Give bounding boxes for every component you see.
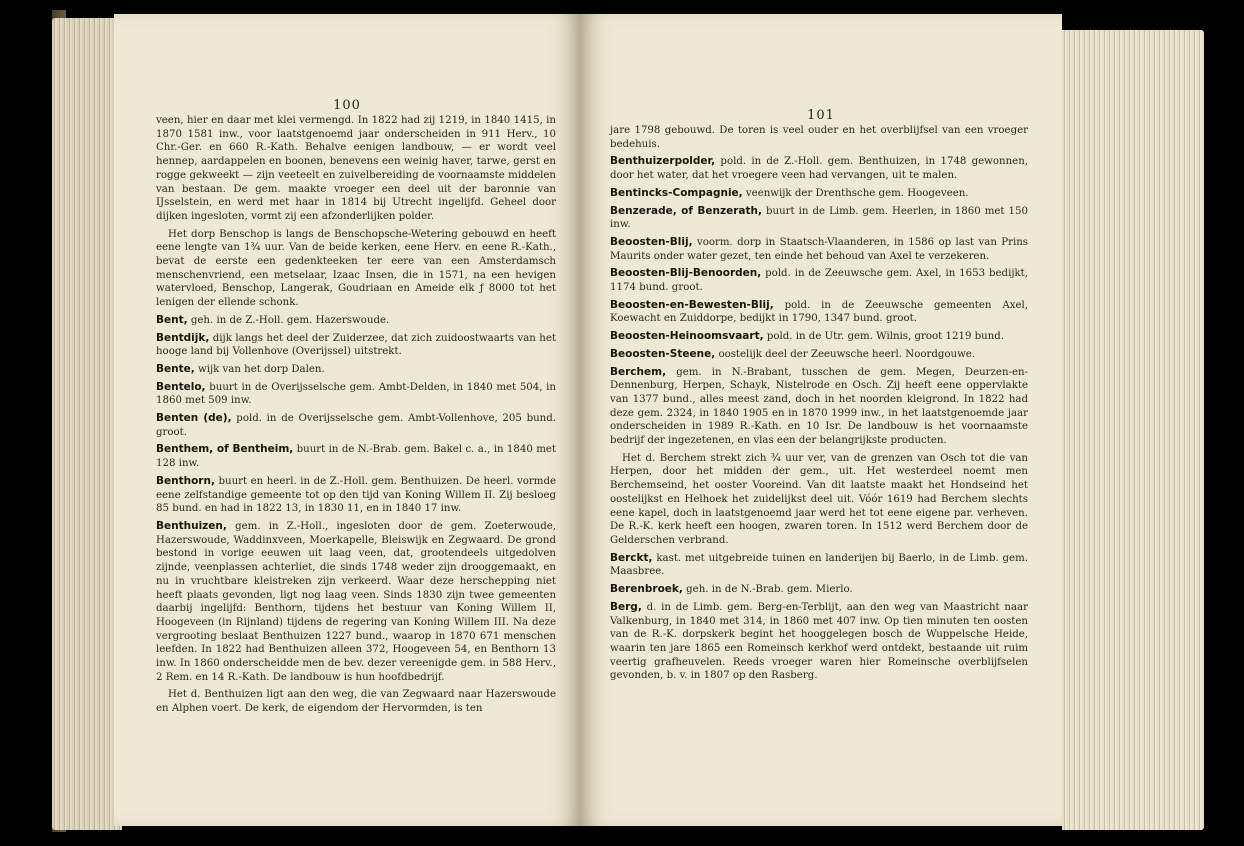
dictionary-entry bbox=[610, 205, 1028, 232]
right-page bbox=[580, 14, 1062, 826]
entry-text: d. in de Limb. gem. Berg-en-Terblijt, aan den weg van Maastricht naar Valkenburg, in 1840 met 314, in 1860 met 407 inw. Op tien minuten ten oosten van de R.-K. dorpskerk begint het hooggelegen bosch de Wuppelsche Heide, waarin ten jare 1865 een Romeinsch kerkhof werd ontdekt, bestaande uit ruim veertig grafheuvelen. Reeds vroeger waren hier Romeinsche overblijfselen gevonden, b. v. in 1807 op den Rasberg. bbox=[610, 601, 1028, 682]
dictionary-entry bbox=[610, 583, 1028, 597]
left-page bbox=[114, 14, 580, 826]
entry-text: geh. in de Z.-Holl. gem. Hazerswoude. bbox=[190, 314, 390, 326]
entry-text: pold. in de Overijsselsche gem. Ambt-Vollenhove, 205 bund. groot. bbox=[156, 413, 556, 438]
dictionary-entry bbox=[610, 601, 1028, 683]
entry-headword: Bent, bbox=[156, 313, 188, 326]
page-text bbox=[610, 124, 1028, 687]
dictionary-entry bbox=[610, 552, 1028, 579]
entry-text: pold. in de Zeeuwsche gem. Axel, in 1653 bedijkt, 1174 bund. groot. bbox=[610, 268, 1028, 294]
dictionary-entry bbox=[156, 363, 556, 377]
entry-headword: Berchem, bbox=[610, 365, 667, 378]
entry-headword: Bente, bbox=[156, 362, 195, 375]
entry-text: Het d. Benthuizen ligt aan den weg, die van Zegwaard naar Hazerswoude en Alphen voert. De kerk, de eigendom der Hervormden, is ten bbox=[156, 689, 556, 715]
dictionary-entry bbox=[156, 332, 556, 359]
right-page-stack bbox=[1062, 30, 1204, 830]
entry-headword: Berenbroek, bbox=[610, 583, 683, 596]
page-text bbox=[156, 114, 556, 720]
dictionary-entry bbox=[610, 187, 1028, 201]
entry-text: veen, hier en daar met klei vermengd. In 1822 had zij 1219, in 1840 1415, in 1870 1581 inw., voor laatstgenoemd jaar onderscheiden in 911 Herv., 10 Chr.-Ger. en 660 R.-Kath. Behalve eenigen landbouw, — er wordt veel hennep, aardappelen en boonen, benevens een weinig haver, tarwe, gerst en rogge gekweekt — zijn veeteelt en zuivelbereiding de voornaamste middelen van bestaan. De gem. maakte vroeger een deel uit der baronnie van IJsselstein, en werd met haar in 1814 bij Utrecht ingelijfd. Geheel door dijken ingesloten, vormt zij een afzonderlijken polder. bbox=[156, 115, 556, 222]
page-number: 100 bbox=[333, 98, 361, 113]
entry-headword: Beoosten-Blij-Benoorden, bbox=[610, 267, 762, 280]
entry-text: wijk van het dorp Dalen. bbox=[197, 363, 325, 375]
entry-headword: Bentdijk, bbox=[156, 331, 210, 344]
entry-headword: Benten (de), bbox=[156, 412, 232, 425]
entry-headword: Benthem, of Bentheim, bbox=[156, 443, 294, 456]
entry-text: Het dorp Benschop is langs de Benschopsche-Wetering gebouwd en heeft eene lengte van 1¾ uur. Van de beide kerken, eene Herv. en eene R.-Kath., bevat de eerste een gedenkteeken ter eere van een Amsterdamsch menschenvriend, een metselaar, Izaac Insen, die in 1571, na een hevigen watervloed, Benschop, Langerak, Goudriaan en Ameide elk ƒ 8000 tot het lenigen der ellende schonk. bbox=[156, 228, 556, 309]
text-paragraph bbox=[156, 688, 556, 715]
entry-text: buurt in de Overijsselsche gem. Ambt-Delden, in 1840 met 504, in 1860 met 509 inw. bbox=[156, 381, 556, 407]
entry-text: buurt en heerl. in de Z.-Holl. gem. Benthuizen. De heerl. vormde eene zelfstandige gemeente tot op den tijd van Koning Willem II. Zij besloeg 85 bund. en had in 1822 13, in 1830 11, en in 1840 17 inw. bbox=[156, 475, 556, 515]
dictionary-entry bbox=[156, 443, 556, 470]
dictionary-entry bbox=[610, 155, 1028, 182]
entry-text: Het d. Berchem strekt zich ¾ uur ver, van de grenzen van Osch tot die van Herpen, door het midden der gem., uit. Het westerdeel noemt men Berchemseind, het ooster Vooreind. Van dit laatste maakt het Hondseind het oostelijkst en Helhoek het zuidelijkst deel uit. Vóór 1619 had Berchem slechts eene kapel, doch in laatstgenoemd jaar werd het tot eene eigene par. verheven. De R.-K. kerk heeft een hoogen, zwaren toren. In 1512 werd Berchem door de Gelderschen verbrand. bbox=[610, 452, 1028, 546]
left-page-stack bbox=[52, 18, 122, 830]
entry-headword: Berckt, bbox=[610, 551, 653, 564]
entry-text: voorm. dorp in Staatsch-Vlaanderen, in 1586 op last van Prins Maurits onder water gezet, ten einde het behoud van Axel te verzekeren. bbox=[610, 236, 1028, 262]
entry-headword: Beoosten-Heinoomsvaart, bbox=[610, 330, 764, 343]
entry-text: geh. in de N.-Brab. gem. Mierlo. bbox=[686, 584, 853, 596]
text-paragraph bbox=[156, 228, 556, 310]
entry-text: pold. in de Utr. gem. Wilnis, groot 1219 bund. bbox=[766, 331, 1005, 343]
dictionary-entry bbox=[610, 348, 1028, 362]
entry-headword: Bentelo, bbox=[156, 380, 206, 393]
entry-text: veenwijk der Drenthsche gem. Hoogeveen. bbox=[745, 187, 969, 199]
entry-headword: Benthuizerpolder, bbox=[610, 155, 716, 168]
dictionary-entry bbox=[610, 267, 1028, 294]
entry-text: jare 1798 gebouwd. De toren is veel ouder en het overblijfsel van een vroeger bedehuis. bbox=[610, 125, 1028, 150]
entry-text: pold. in de Z.-Holl. gem. Benthuizen, in 1748 gewonnen, door het water, dat het vroegere veen had vervangen, uit te malen. bbox=[610, 156, 1028, 182]
entry-headword: Bentincks-Compagnie, bbox=[610, 186, 743, 199]
open-book bbox=[52, 10, 1204, 832]
entry-text: oostelijk deel der Zeeuwsche heerl. Noordgouwe. bbox=[718, 348, 976, 360]
dictionary-entry bbox=[156, 381, 556, 408]
text-paragraph bbox=[610, 452, 1028, 548]
entry-text: gem. in Z.-Holl., ingesloten door de gem. Zoeterwoude, Hazerswoude, Waddinxveen, Moerkapelle, Bleiswijk en Zegwaard. De grond bestond in vorige eeuwen uit laag veen, dat, grootendeels uitgedolven zijnde, veenplassen achterliet, die sinds 1748 weder zijn drooggemaakt, en nu in vruchtbare kleistreken zijn verkeerd. Waar deze herschepping niet heeft plaats gevonden, ligt nog laag veen. Sinds 1830 zijn twee gemeenten daarbij ingelijfd: Benthorn, tijdens het bestuur van Koning Willem II, Hoogeveen (in Rijnland) tijdens de regering van Koning Willem III. Na deze vergrooting beslaat Benthuizen 1227 bund., waarop in 1870 671 menschen leefden. In 1822 had Benthuizen alleen 372, Hoogeveen 54, en Benthorn 13 inw. In 1860 onderscheidde men de bev. dezer vereenigde gem. in 588 Herv., 2 Rem. en 14 R.-Kath. De landbouw is hun hoofdbedrijf. bbox=[156, 520, 556, 683]
text-paragraph bbox=[610, 124, 1028, 151]
entry-text: buurt in de N.-Brab. gem. Bakel c. a., in 1840 met 128 inw. bbox=[156, 444, 556, 470]
dictionary-entry bbox=[156, 314, 556, 328]
entry-text: buurt in de Limb. gem. Heerlen, in 1860 met 150 inw. bbox=[610, 205, 1028, 231]
dictionary-entry bbox=[610, 236, 1028, 263]
dictionary-entry bbox=[610, 330, 1028, 344]
dictionary-entry bbox=[610, 366, 1028, 448]
page-number: 101 bbox=[807, 108, 835, 123]
entry-headword: Beoosten-en-Bewesten-Blij, bbox=[610, 298, 774, 311]
text-paragraph bbox=[156, 114, 556, 224]
dictionary-entry bbox=[156, 475, 556, 516]
dictionary-entry bbox=[610, 299, 1028, 326]
entry-text: pold. in de Zeeuwsche gemeenten Axel, Koewacht en Zuiddorpe, bedijkt in 1790, 1347 bund. groot. bbox=[610, 299, 1028, 325]
dictionary-entry bbox=[156, 412, 556, 439]
entry-headword: Berg, bbox=[610, 600, 642, 613]
entry-headword: Beoosten-Steene, bbox=[610, 347, 716, 360]
entry-headword: Benthorn, bbox=[156, 474, 215, 487]
entry-headword: Benthuizen, bbox=[156, 519, 227, 532]
entry-text: dijk langs het deel der Zuiderzee, dat zich zuidoostwaarts van het hooge land bij Vollenhove (Overijssel) uitstrekt. bbox=[156, 332, 556, 358]
dictionary-entry bbox=[156, 520, 556, 684]
entry-headword: Benzerade, of Benzerath, bbox=[610, 204, 762, 217]
entry-text: kast. met uitgebreide tuinen en landerijen bij Baerlo, in de Limb. gem. Maasbree. bbox=[610, 552, 1028, 578]
entry-headword: Beoosten-Blij, bbox=[610, 235, 693, 248]
entry-text: gem. in N.-Brabant, tusschen de gem. Megen, Deurzen-en-Dennenburg, Herpen, Schayk, Nistelrode en Osch. Zij heeft eene oppervlakte van 1377 bund., alles meest zand, doch in het noorden kleigrond. In 1822 had deze gem. 2324, in 1840 1905 en in 1870 1999 inw., in het laatstgenoemde jaar onderscheiden in 1989 R.-Kath. en 10 Isr. De landbouw is het voornaamste bedrijf der ingezetenen, en vlas een der belangrijkste producten. bbox=[610, 366, 1028, 447]
